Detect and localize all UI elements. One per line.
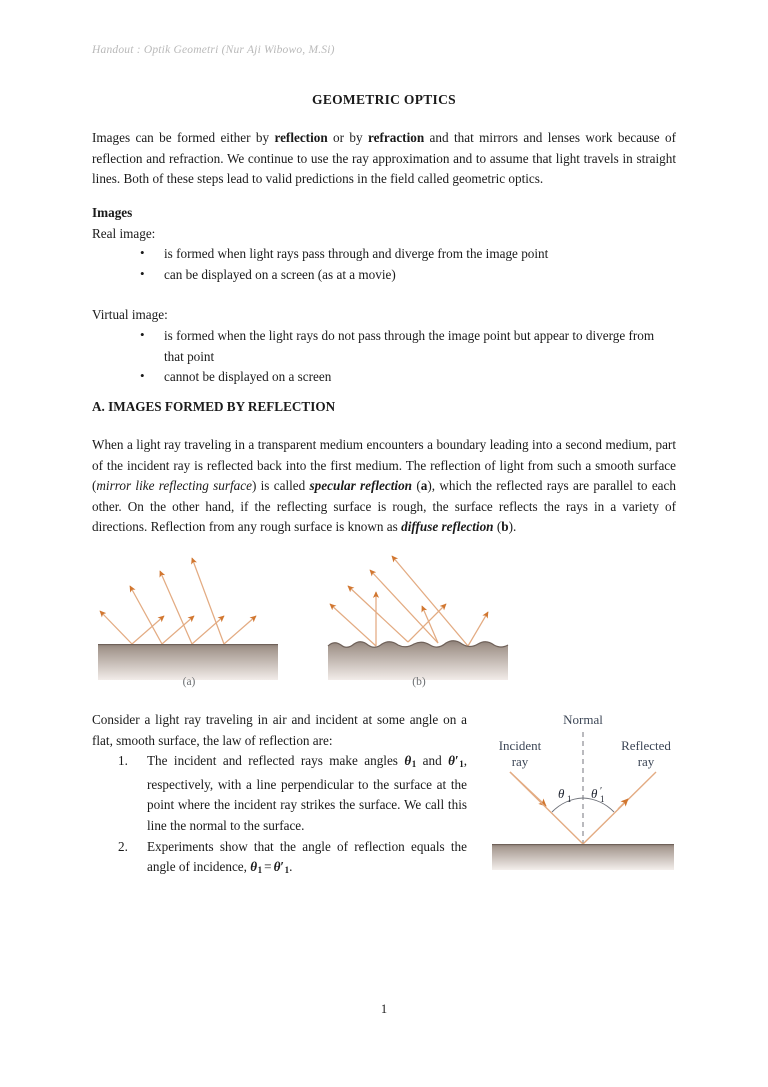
section-a-text-1: When a light ray traveling in a transparent medium encounters a boundary leading into a second medium, part of the incident ray is reflected back into the first medium. The reflection of light from such a smooth surface ( <box>92 437 676 494</box>
virtual-image-label: Virtual image: <box>92 307 168 323</box>
reflection-figures-row <box>0 546 584 690</box>
theta-subscript: 1 <box>257 865 263 876</box>
rough-surface <box>328 641 508 680</box>
normal-label: Normal <box>563 712 603 727</box>
section-a-text-2: ) is called <box>251 478 310 494</box>
reflected-rays-group <box>132 616 256 644</box>
list-item: • is formed when light rays pass through and diverge from the image point <box>140 244 676 265</box>
law-of-reflection-diagram <box>488 706 678 876</box>
theta-glyph: θ <box>448 753 455 769</box>
theta-glyph: θ <box>273 859 281 875</box>
incident-ray <box>510 772 583 844</box>
smooth-surface <box>98 644 278 680</box>
section-a-text-5: ( <box>493 519 502 535</box>
real-image-bullet-list <box>92 244 676 285</box>
theta-incident-label <box>558 786 572 804</box>
intro-text-part1: Images can be formed either by <box>92 130 275 145</box>
real-image-label: Real image: <box>92 225 156 241</box>
prime-glyph: ′ <box>455 753 459 769</box>
theta-glyph: θ <box>404 753 412 769</box>
incident-rays-group <box>100 558 224 644</box>
page-number: 1 <box>380 1002 388 1016</box>
theta-glyph: θ <box>591 786 598 801</box>
theta-1-symbol <box>250 859 262 874</box>
intro-bold-refraction: refraction <box>368 130 425 145</box>
equals-sign: = <box>264 859 272 875</box>
theta-subscript: 1 <box>600 794 605 804</box>
law-of-reflection-text <box>92 710 467 881</box>
section-a-bold-a: a <box>420 478 428 494</box>
intro-paragraph <box>92 128 676 190</box>
images-heading: Images <box>92 205 133 220</box>
theta-1-prime-symbol <box>273 859 293 876</box>
diffuse-reflection-diagram <box>322 546 516 690</box>
reflected-ray-label-line1: Reflected <box>621 738 671 753</box>
section-a-text-4: ), which the reflected rays are parallel to each other. On the other hand, if the reflecting surface is rough, the surface reflects the rays in a variety of directions. Reflection from any rough surface is known as <box>92 478 676 535</box>
section-a-text-3: ( <box>412 478 421 494</box>
theta-glyph: θ <box>250 859 258 875</box>
law-item1-mid: and <box>416 753 449 769</box>
figure-law-of-reflection <box>488 706 678 876</box>
smooth-surface <box>492 844 674 870</box>
specular-reflection-diagram <box>92 546 286 690</box>
section-a-paragraph <box>92 435 676 538</box>
theta-1-prime-symbol <box>448 753 464 768</box>
law-item1-post: , respectively, with a line perpendicular to the surface at the point where the incident ray strikes the surface. We call this line the normal to the surface. <box>147 753 468 833</box>
figure-diffuse-reflection <box>322 546 516 690</box>
list-item <box>118 837 467 881</box>
section-a-text-6: ). <box>508 519 517 535</box>
section-a-bolditalic-diffuse: diffuse reflection <box>401 519 494 535</box>
list-item: • can be displayed on a screen (as at a movie) <box>140 265 676 286</box>
page-title: GEOMETRIC OPTICS <box>312 92 456 107</box>
law-item2-pre: Experiments show that the angle of reflection equals the angle of incidence, <box>147 838 467 875</box>
figure-specular-reflection <box>92 546 286 690</box>
prime-glyph: ′ <box>600 786 603 797</box>
section-a-italic-mirror: mirror like reflecting surface <box>96 478 252 494</box>
incident-rays-group <box>330 556 468 646</box>
section-a-bold-b: b <box>501 519 509 535</box>
law-item2-post: . <box>289 859 293 875</box>
scattered-rays-group <box>376 592 488 646</box>
theta-glyph: θ <box>558 786 565 801</box>
theta-1-symbol <box>404 753 416 768</box>
intro-bold-reflection: reflection <box>274 130 328 145</box>
reflected-ray <box>583 772 656 844</box>
intro-text-part2: or by <box>327 130 369 145</box>
theta-subscript: 1 <box>567 794 572 804</box>
intro-text-part3: and that mirrors and lenses work because of reflection and refraction. We continue to use the ray approximation and to assume that light travels in straight lines. Both of these steps lead to valid predictions in the field called geometric optics. <box>92 130 676 187</box>
theta-subscript: 1 <box>459 759 464 770</box>
angle-arc-reflected <box>583 798 614 812</box>
list-item: • cannot be displayed on a screen <box>140 367 676 388</box>
figure-caption-a: (a) <box>182 676 196 688</box>
virtual-image-bullet-list <box>92 326 676 388</box>
list-item <box>118 751 467 836</box>
images-section <box>92 203 676 388</box>
theta-subscript: 1 <box>284 865 290 876</box>
law-item1-pre: The incident and reflected rays make angles <box>147 753 405 769</box>
prime-glyph: ′ <box>280 859 285 875</box>
figure-caption-b: (b) <box>412 676 426 688</box>
list-item: • is formed when the light rays do not pass through the image point but appear to diverge from that point <box>140 326 676 367</box>
section-a-heading-wrap <box>92 397 676 418</box>
section-a-bolditalic-specular: specular reflection <box>309 478 413 494</box>
section-a-heading: A. IMAGES FORMED BY REFLECTION <box>92 399 336 414</box>
reflected-ray-label-line2: ray <box>637 754 655 769</box>
law-of-reflection-list <box>92 751 467 881</box>
law-intro-paragraph: Consider a light ray traveling in air and incident at some angle on a flat, smooth surface, the law of reflection are: <box>92 712 467 748</box>
theta-subscript: 1 <box>411 759 417 770</box>
incident-ray-label-line2: ray <box>511 754 529 769</box>
running-head: Handout : Optik Geometri (Nur Aji Wibowo, M.Si) <box>92 44 335 56</box>
incident-ray-label-line1: Incident <box>498 738 542 753</box>
